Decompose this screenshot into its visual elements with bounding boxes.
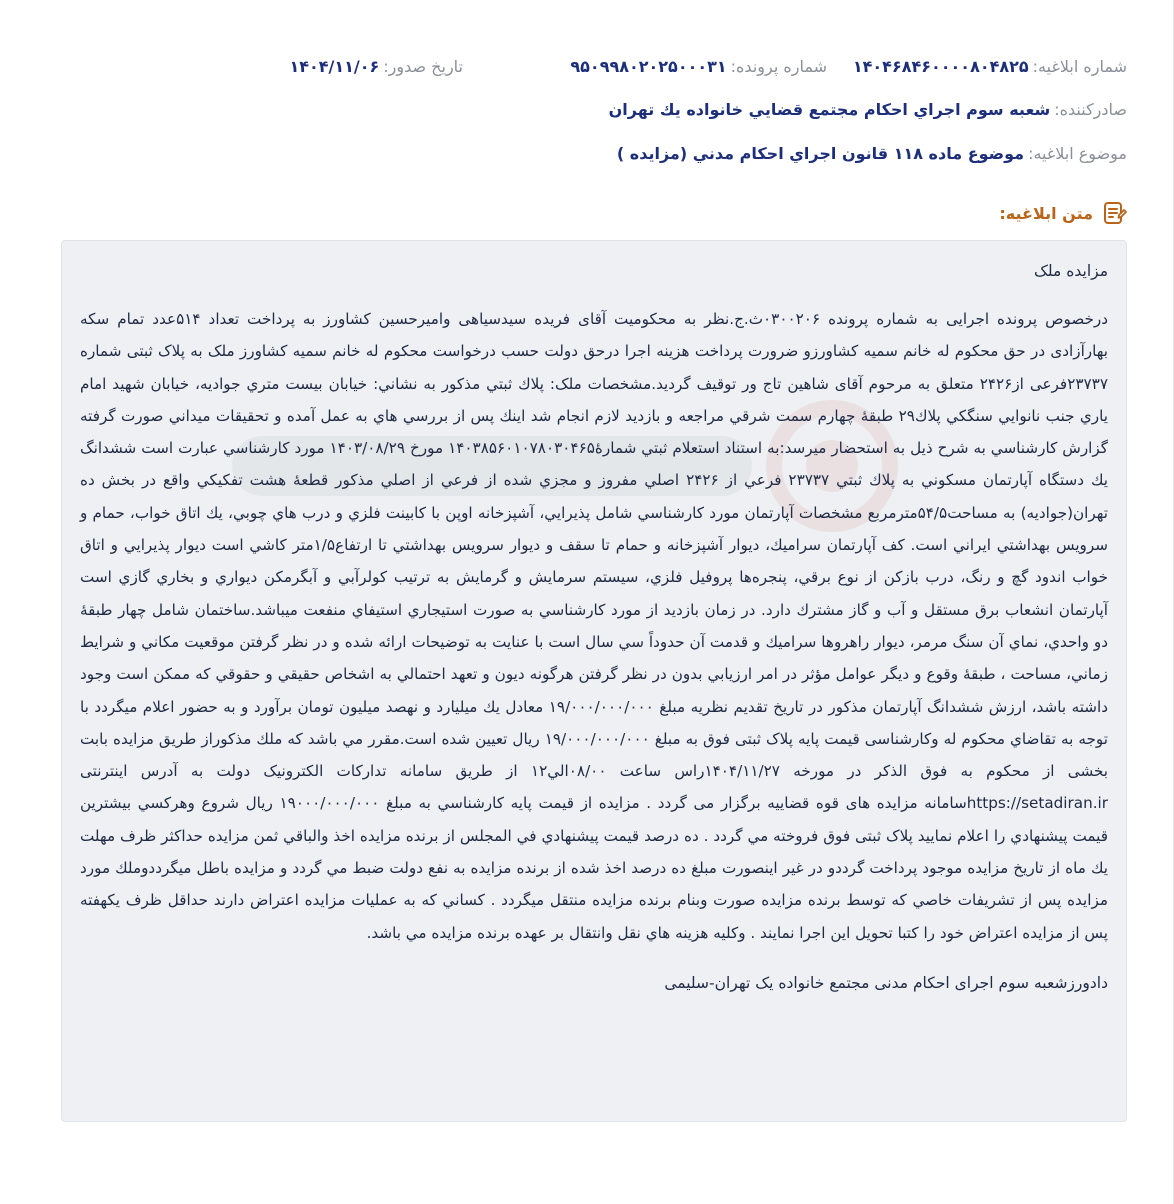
header-meta-row	[40, 57, 1127, 76]
subject-value: موضوع ماده ۱۱۸ قانون اجراي احكام مدني (مزايده )	[616, 144, 1025, 163]
issuer-value: شعبه سوم اجراي احكام مجتمع قضايي خانواده يك تهران	[608, 100, 1051, 119]
subject-label: موضوع ابلاغیه:	[1028, 144, 1127, 163]
issuer-label: صادرکننده:	[1054, 100, 1127, 119]
document-note-icon	[1101, 200, 1127, 226]
issue-date-value: ۱۴۰۴/۱۱/۰۶	[289, 57, 380, 76]
notice-number-value: ۱۴۰۴۶۸۴۶۰۰۰۰۸۰۴۸۲۵	[852, 57, 1029, 76]
notice-title: مزایده ملک	[1034, 262, 1108, 280]
subject-row	[40, 144, 1127, 163]
issuer-row	[40, 100, 1127, 119]
notice-body-box	[61, 240, 1127, 1122]
notice-text-heading	[999, 200, 1127, 226]
issue-date	[289, 57, 463, 76]
notice-number-label: شماره ابلاغیه:	[1032, 57, 1127, 76]
notice-signature: دادورزشعبه سوم اجرای احکام مدنی مجتمع خانواده یک تهران-سلیمی	[664, 973, 1108, 992]
case-number-value: ۹۵۰۹۹۸۰۲۰۲۵۰۰۰۳۱	[570, 57, 727, 76]
notice-number	[827, 57, 1127, 76]
notice-body-text: درخصوص پرونده اجرایی به شماره پرونده ۰۳۰۰۲۰۶ث.ج.نظر به محکومیت آقای فریده سیدسیاهی وامیرحسین کشاورز به پرداخت تعداد ۵۱۴عدد تمام سکه بهارآزادی در حق محکوم له خانم سمیه کشاورزو ضرورت پرداخت هزینه اجرا درحق دولت حسب درخواست محکوم له خانم سمیه کشاورز ملک به پلاک ثبتی شماره ۲۳۷۳۷فرعی از۲۴۲۶ متعلق به مرحوم آقای شاهین تاج ور توقیف گردید.مشخصات ملک: پلاك ثبتي مذكور به نشاني: خيابان بيست متري جواديه، خيابان شهيد امام ياري جنب نانوايي سنگكي پلاك۲۹ طبقۀ چهارم سمت شرقي مراجعه و بازديد لازم انجام شد اينك پس از بررسي هاي به عمل آمده و تحقيقات ميداني صورت گرفته گزارش كارشناسي به شرح ذيل به استحضار ميرسد:به استناد استعلام ثبتي شمارۀ۱۴۰۳۸۵۶۰۱۰۷۸۰۳۰۴۶۵ مورخ ۱۴۰۳/۰۸/۲۹ مورد كارشناسي عبارت است ششدانگ يك دستگاه آپارتمان مسكوني به پلاك ثبتي ۲۳۷۳۷ فرعي از ۲۴۲۶ اصلي مفروز و مجزي شده از فرعي از اصلي مذكور قطعۀ هشت تفكيكي واقع در بخش ده تهران(جواديه) به مساحت۵۴/۵مترمربع مشخصات آپارتمان مورد كارشناسي شامل پذيرايي، آشپزخانه اوپن با كابينت فلزي و درب هاي چوبي، يك اتاق خواب، حمام و سرويس بهداشتي ايراني است. كف آپارتمان سراميك، ديوار آشپزخانه و حمام تا سقف و ديوار سرويس بهداشتي تا ارتفاع۱/۵متر كاشي است ديوار پذيرايي و اتاق خواب اندود گچ و رنگ، درب بازكن از نوع برقي، پنجره‌ها پروفيل فلزي، سيستم سرمايش و گرمايش به ترتيب كولرآبي و آبگرمكن ديواري و بخاري گازي است آپارتمان انشعاب برق مستقل و آب و گاز مشترك دارد. در زمان بازديد از مورد كارشناسي به صورت استيجاري استيفاي منفعت ميباشد.ساختمان شامل چهار طبقۀ دو واحدي، نماي آن سنگ مرمر، ديوار راهروها سراميك و قدمت آن حدوداً سي سال است با عنايت به توضيحات ارائه شده و در نظر گرفتن موقعيت مكاني و شرايط زماني، مساحت ، طبقۀ وقوع و ديگر عوامل مؤثر در امر ارزيابي بدون در نظر گرفتن هرگونه ديون و تعهد احتمالي به اشخاص حقيقي و حقوقي كه ممكن است وجود داشته باشد، ارزش ششدانگ آپارتمان مذكور در تاريخ تقديم نظريه مبلغ ۱۹/۰۰۰/۰۰۰/۰۰۰ معادل يك ميليارد و نهصد ميليون تومان برآورد و به حضور اعلام ميگردد با توجه به تقاضاي محكوم له وكارشناسی قیمت پایه پلاک ثبتی فوق به مبلغ ۱۹/۰۰۰/۰۰۰/۰۰۰ ریال تعیین شده است.مقرر مي باشد كه ملك مذكوراز طريق مزايده بابت بخشی از محکوم به فوق الذکر در مورخه ۱۴۰۴/۱۱/۲۷راس ساعت ۰۸/۰۰الي۱۲ از طریق سامانه تدارکات الکترونیک دولت به آدرس اینترنتی https://setadiran.irسامانه مزایده های قوه قضاییه برگزار می گردد . مزايده از قيمت پايه كارشناسي به مبلغ ۱۹۰۰۰/۰۰۰/۰۰۰ ريال شروع وهركسي بيشترين قيمت پيشنهادي را اعلام نماييد پلاک ثبتی فوق فروخته مي گردد . ده درصد قيمت پيشنهادي في المجلس از برنده مزايده اخذ والباقي ثمن مزايده حداكثر ظرف مهلت يك ماه از تاريخ مزايده موجود پرداخت گرددو در غير اينصورت مبلغ ده درصد اخذ شده از برنده مزايده به نفع دولت ضبط مي گردد و مزايده باطل ميگرددوملك مورد مزايده پس از تشريفات خاصي كه توسط برنده مزايده صورت وبنام برنده مزايده منتقل ميگردد . كساني كه به عمليات مزايده اعتراض دارند حداقل ظرف يكهفته پس از مزايده اعتراض خود را كتبا تحويل اين اجرا نمايند . وكليه هزينه هاي نقل وانتقال بر عهده برنده مزايده مي باشد.	[80, 310, 1109, 942]
issue-date-label: تاریخ صدور:	[383, 57, 463, 76]
case-number-label: شماره پرونده:	[730, 57, 827, 76]
case-number	[463, 57, 827, 76]
notice-text-heading-label: متن ابلاغیه:	[999, 203, 1093, 223]
